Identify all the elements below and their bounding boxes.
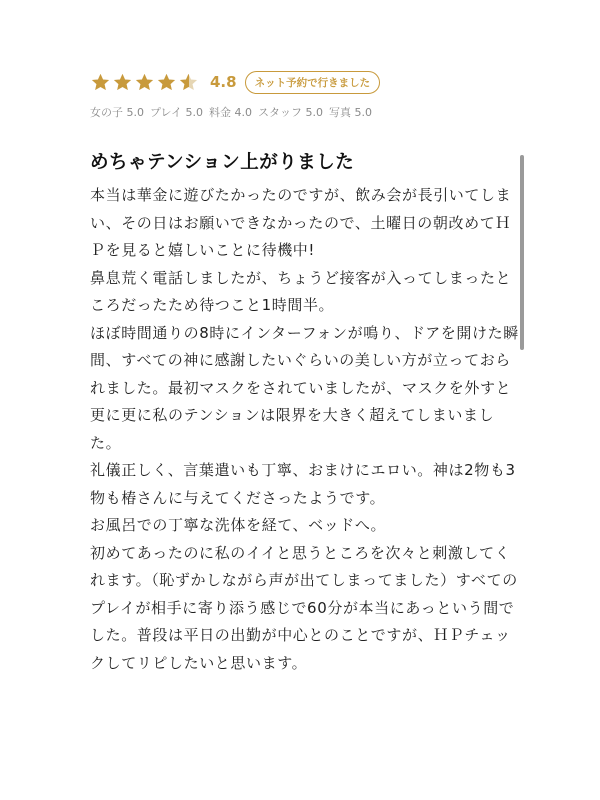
sub-score-value: 5.0 xyxy=(351,106,373,119)
sub-score-value: 4.0 xyxy=(231,106,253,119)
review-paragraph: 初めてあったのに私のイイと思うところを次々と刺激してくれます。（恥ずかしながら声が出てしまってました）すべてのプレイが相手に寄り添う感じで60分が本当にあっという間でした。普段は平日の出勤が中心とのことですが、ＨＰチェックしてリピしたいと思います。 xyxy=(90,543,518,672)
sub-score xyxy=(150,104,203,120)
rating-row xyxy=(90,68,600,96)
sub-score xyxy=(258,104,323,120)
star-icon xyxy=(90,72,111,93)
reservation-badge: ネット予約で行きました xyxy=(245,71,381,94)
rating-score: 4.8 xyxy=(210,73,237,91)
star-icon xyxy=(112,72,133,93)
review-paragraph: お風呂での丁寧な洗体を経て、ベッドへ。 xyxy=(90,516,387,534)
review-body xyxy=(90,182,520,677)
star-icon xyxy=(134,72,155,93)
review-paragraph: 鼻息荒く電話しましたが、ちょうど接客が入ってしまったところだったため待つこと1時間半。 xyxy=(90,268,512,314)
sub-score xyxy=(209,104,252,120)
sub-score xyxy=(90,104,144,120)
star-rating xyxy=(90,72,200,93)
review-paragraph: ほぼ時間通りの8時にインターフォンが鳴り、ドアを開けた瞬間、すべての神に感謝したいぐらいの美しい方が立っておられました。最初マスクをされていましたが、マスクを外すと更に更に私のテンションは限界を大きく超えてしまいました。 xyxy=(90,323,519,452)
sub-score-label: 女の子 xyxy=(90,106,123,119)
sub-score-label: 写真 xyxy=(329,106,352,119)
star-icon xyxy=(156,72,177,93)
sub-score xyxy=(329,104,372,120)
sub-score-label: プレイ xyxy=(150,106,183,119)
scrollbar[interactable] xyxy=(520,155,524,350)
star-icon xyxy=(178,72,199,93)
sub-score-label: スタッフ xyxy=(258,106,303,119)
sub-scores xyxy=(90,104,600,120)
sub-score-value: 5.0 xyxy=(182,106,204,119)
scrollbar-thumb[interactable] xyxy=(520,155,524,350)
sub-score-value: 5.0 xyxy=(123,106,144,119)
review-paragraph: 本当は華金に遊びたかったのですが、飲み会が長引いてしまい、その日はお願いできなかったので、土曜日の朝改めてＨＰを見ると嬉しいことに待機中! xyxy=(90,186,512,259)
review-title: めちゃテンション上がりました xyxy=(90,152,355,173)
sub-score-label: 料金 xyxy=(209,106,232,119)
review-paragraph: 礼儀正しく、言葉遣いも丁寧、おまけにエロい。神は2物も3物も椿さんに与えてくださったようです。 xyxy=(90,461,516,507)
sub-score-value: 5.0 xyxy=(302,106,324,119)
